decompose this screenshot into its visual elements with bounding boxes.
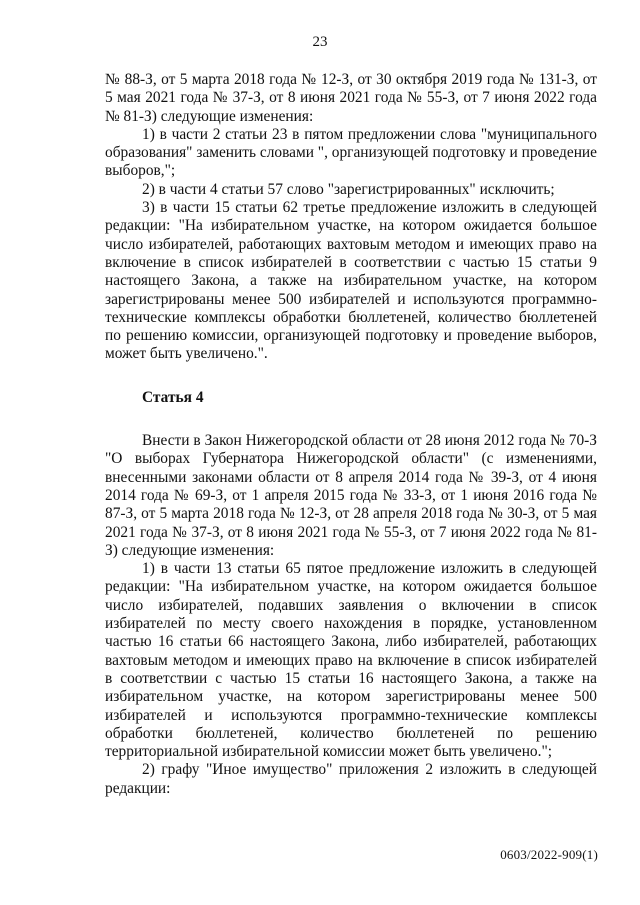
paragraph-item-2: 2) в части 4 статьи 57 слово "зарегистрированных" исключить; bbox=[142, 180, 555, 198]
page-number: 23 bbox=[312, 34, 328, 50]
paragraph-item-1: 1) в части 2 статьи 23 в пятом предложении слова "муниципального образования" заменить словами ", организующей подготовку и проведение выборов,"; bbox=[105, 125, 597, 180]
document-code: 0603/2022-909(1) bbox=[500, 847, 598, 862]
article-heading: Статья 4 bbox=[142, 388, 204, 406]
paragraph-article-4-intro: Внести в Закон Нижегородской области от 28 июня 2012 года № 70-З "О выборах Губернатора Нижегородской области" (с изменениями, внесенными законами области от 8 апреля 2014 года № 39-З, от 4 июня 2014 года № 69-З, от 1 апреля 2015 года № 33-З, от 1 июня 2016 года № 87-З, от 5 марта 2018 года № 12-З, от 28 апреля 2018 года № 30-З, от 5 мая 2021 года № 37-З, от 8 июня 2021 года № 55-З, от 7 июня 2022 года № 81-З) следующие изменения: bbox=[105, 432, 597, 559]
paragraph-article-4-item-2: 2) графу "Иное имущество" приложения 2 изложить в следующей редакции: bbox=[105, 761, 597, 797]
paragraph-amendments-intro: № 88-З, от 5 марта 2018 года № 12-З, от 30 октября 2019 года № 131-З, от 5 мая 2021 года № 37-З, от 8 июня 2021 года № 55-З, от 7 июня 2022 года № 81-З) следующие изменения: bbox=[105, 71, 597, 125]
document-body bbox=[105, 71, 597, 798]
paragraph-item-3: 3) в части 15 статьи 62 третье предложение изложить в следующей редакции: "На избирательном участке, на котором ожидается большое число избирателей, работающих вахтовым методом и имеющих право на включение в список избирателей в соответствии с частью 15 статьи 9 настоящего Закона, а также на избирательном участке, на котором зарегистрированы менее 500 избирателей и используются программно-технические комплексы обработки бюллетеней, количество бюллетеней по решению комиссии, организующей подготовку и проведение выборов, может быть увеличено.". bbox=[105, 199, 597, 363]
paragraph-article-4-item-1: 1) в части 13 статьи 65 пятое предложение изложить в следующей редакции: "На избирательном участке, на котором ожидается большое число избирателей, подавших заявления о включении в список избирателей по месту своего нахождения в порядке, установленном частью 16 статьи 66 настоящего Закона, либо избирателей, работающих вахтовым методом и имеющих право на включение в список избирателей в соответствии с частью 15 статьи 16 настоящего Закона, а также на избирательном участке, на котором зарегистрированы менее 500 избирателей и используются программно-технические комплексы обработки бюллетеней, количество бюллетеней по решению территориальной избирательной комиссии может быть увеличено."; bbox=[105, 560, 597, 761]
